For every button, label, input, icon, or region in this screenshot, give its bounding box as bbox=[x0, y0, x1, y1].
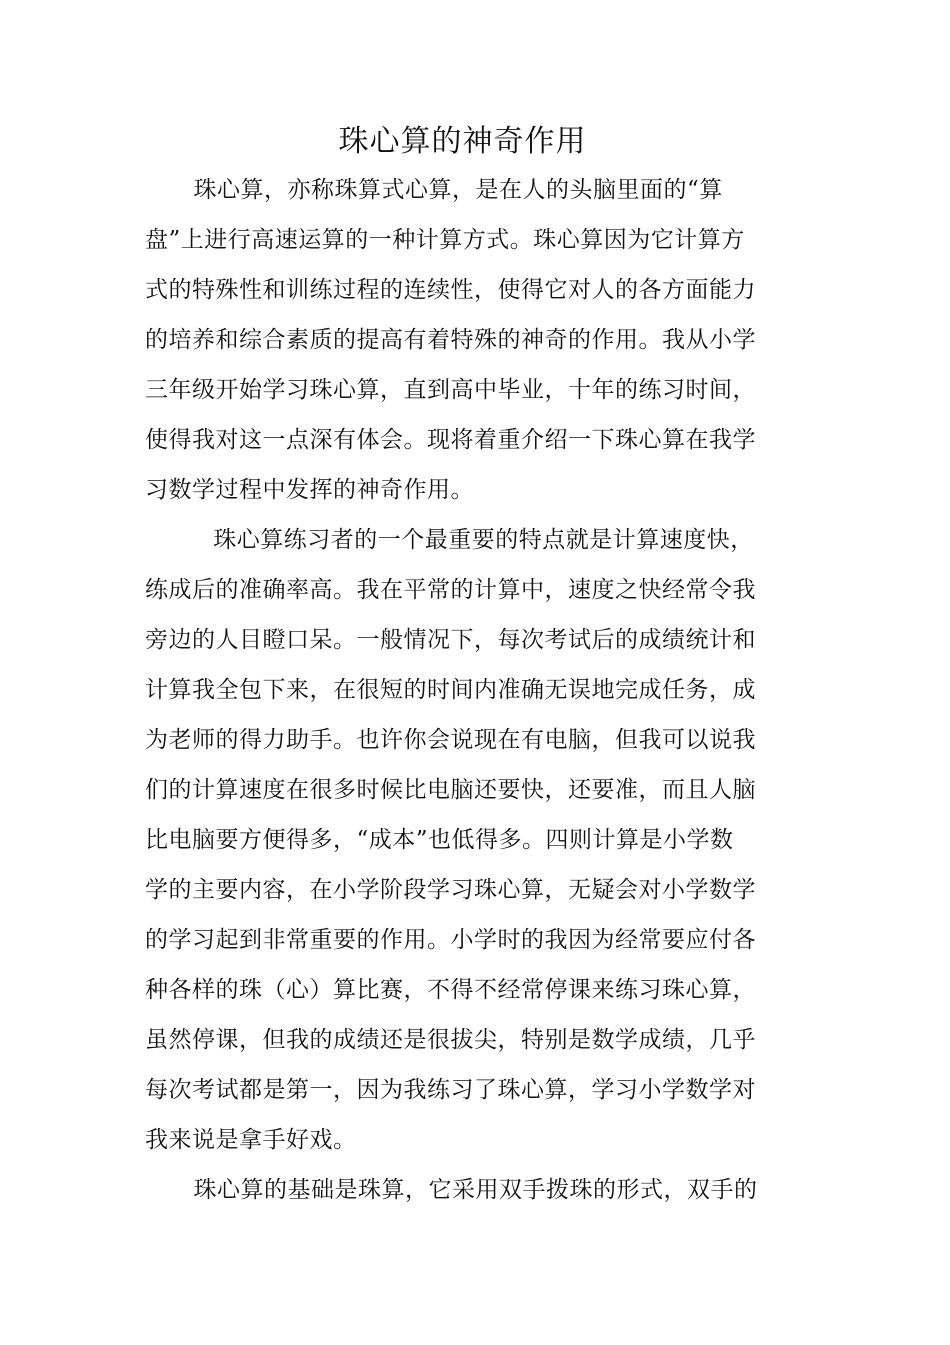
paragraph-line: 习数学过程中发挥的神奇作用。 bbox=[145, 477, 474, 503]
paragraph-line: 式的特殊性和训练过程的连续性，使得它对人的各方面能力 bbox=[145, 277, 756, 303]
paragraph-line: 每次考试都是第一，因为我练习了珠心算，学习小学数学对 bbox=[145, 1077, 756, 1103]
paragraph-line: 比电脑要方便得多，“成本”也低得多。四则计算是小学数 bbox=[145, 827, 734, 853]
paragraph-line: 的学习起到非常重要的作用。小学时的我因为经常要应付各 bbox=[145, 927, 756, 953]
paragraph-line: 三年级开始学习珠心算，直到高中毕业，十年的练习时间， bbox=[145, 377, 756, 403]
paragraph-line: 的培养和综合素质的提高有着特殊的神奇的作用。我从小学 bbox=[145, 327, 756, 353]
paragraph-line: 我来说是拿手好戏。 bbox=[145, 1127, 357, 1153]
paragraph-line: 珠心算的基础是珠算，它采用双手拨珠的形式，双手的 bbox=[170, 1177, 758, 1203]
paragraph-line: 计算我全包下来，在很短的时间内准确无误地完成任务，成 bbox=[145, 677, 756, 703]
paragraph-line: 种各样的珠（心）算比赛，不得不经常停课来练习珠心算， bbox=[145, 977, 756, 1003]
paragraph-line: 珠心算，亦称珠算式心算，是在人的头脑里面的“算 bbox=[170, 177, 723, 203]
paragraph-line: 盘”上进行高速运算的一种计算方式。珠心算因为它计算方 bbox=[145, 227, 745, 253]
paragraph-line: 们的计算速度在很多时候比电脑还要快，还要准，而且人脑 bbox=[145, 777, 756, 803]
paragraph-line: 旁边的人目瞪口呆。一般情况下，每次考试后的成绩统计和 bbox=[145, 627, 756, 653]
paragraph-line: 为老师的得力助手。也许你会说现在有电脑，但我可以说我 bbox=[145, 727, 756, 753]
paragraph-line: 练成后的准确率高。我在平常的计算中，速度之快经常令我 bbox=[145, 577, 756, 603]
paragraph-line: 珠心算练习者的一个最重要的特点就是计算速度快， bbox=[182, 527, 754, 553]
paragraph-line: 使得我对这一点深有体会。现将着重介绍一下珠心算在我学 bbox=[145, 427, 756, 453]
paragraph-line: 虽然停课，但我的成绩还是很拔尖，特别是数学成绩，几乎 bbox=[145, 1027, 756, 1053]
paragraph-line: 学的主要内容，在小学阶段学习珠心算，无疑会对小学数学 bbox=[145, 877, 756, 903]
document-title: 珠心算的神奇作用 bbox=[338, 124, 587, 159]
